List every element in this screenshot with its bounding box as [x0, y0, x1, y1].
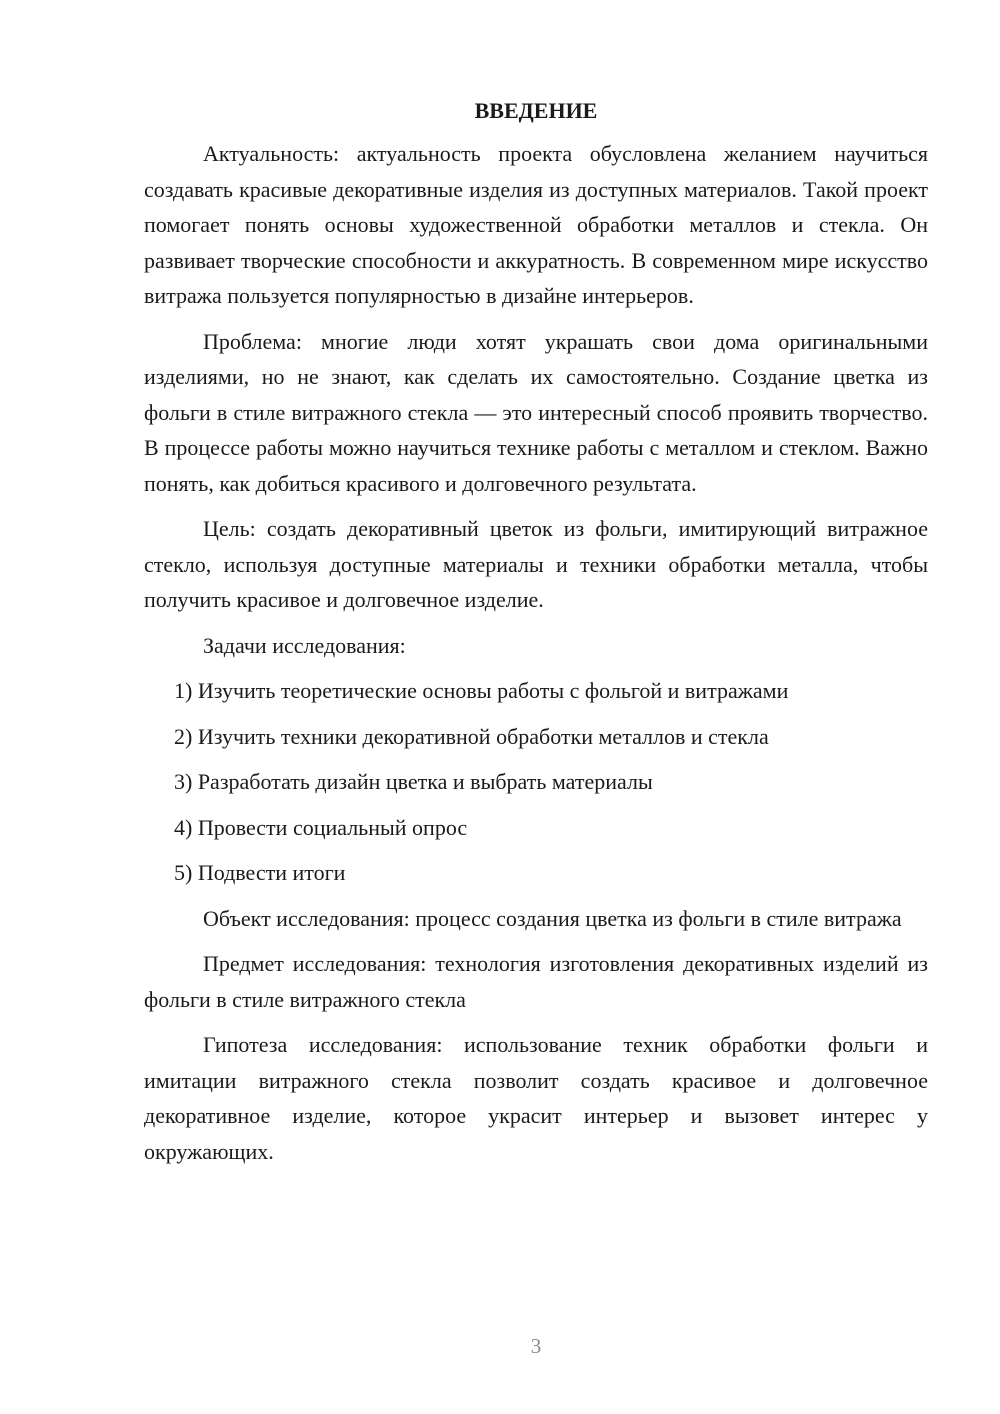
paragraph-goal: Цель: создать декоративный цветок из фольги, имитирующий витражное стекло, используя доступные материалы и техники обработки металла, чтобы получить красивое и долговечное изделие. — [144, 516, 928, 612]
paragraph-problem: Проблема: многие люди хотят украшать свои дома оригинальными изделиями, но не знают, как сделать их самостоятельно. Создание цветка из фольги в стиле витражного стекла — это интересный способ проявить творчество. В процессе работы можно научиться технике работы с металлом и стеклом. Важно понять, как добиться красивого и долговечного результата. — [144, 328, 928, 496]
document-page — [144, 96, 928, 1179]
list-item: 1) Изучить теоретические основы работы с фольгой и витражами — [174, 678, 789, 703]
list-item: 5) Подвести итоги — [174, 860, 346, 885]
list-item: 3) Разработать дизайн цветка и выбрать материалы — [174, 769, 653, 794]
list-item: 4) Провести социальный опрос — [174, 814, 468, 840]
paragraph-hypothesis: Гипотеза исследования: использование техник обработки фольги и имитации витражного стекла позволит создать красивое и долговечное декоративное изделие, которое украсит интерьер и вызовет интерес у окружающих. — [144, 1032, 928, 1164]
section-heading: ВВЕДЕНИЕ — [474, 98, 598, 123]
list-item: 2) Изучить техники декоративной обработки металлов и стекла — [174, 723, 769, 749]
tasks-list — [144, 673, 928, 891]
paragraph-relevance: Актуальность: актуальность проекта обусловлена желанием научиться создавать красивые декоративные изделия из доступных материалов. Такой проект помогает понять основы художественной обработки металлов и стекла. Он развивает творческие способности и аккуратность. В современном мире искусство витража пользуется популярностью в дизайне интерьеров. — [144, 141, 928, 308]
paragraph-subject: Предмет исследования: технология изготовления декоративных изделий из фольги в стиле витражного стекла — [144, 951, 928, 1012]
tasks-heading: Задачи исследования: — [203, 632, 406, 658]
page-number: 3 — [530, 1334, 542, 1358]
paragraph-object: Объект исследования: процесс создания цветка из фольги в стиле витража — [203, 905, 902, 931]
